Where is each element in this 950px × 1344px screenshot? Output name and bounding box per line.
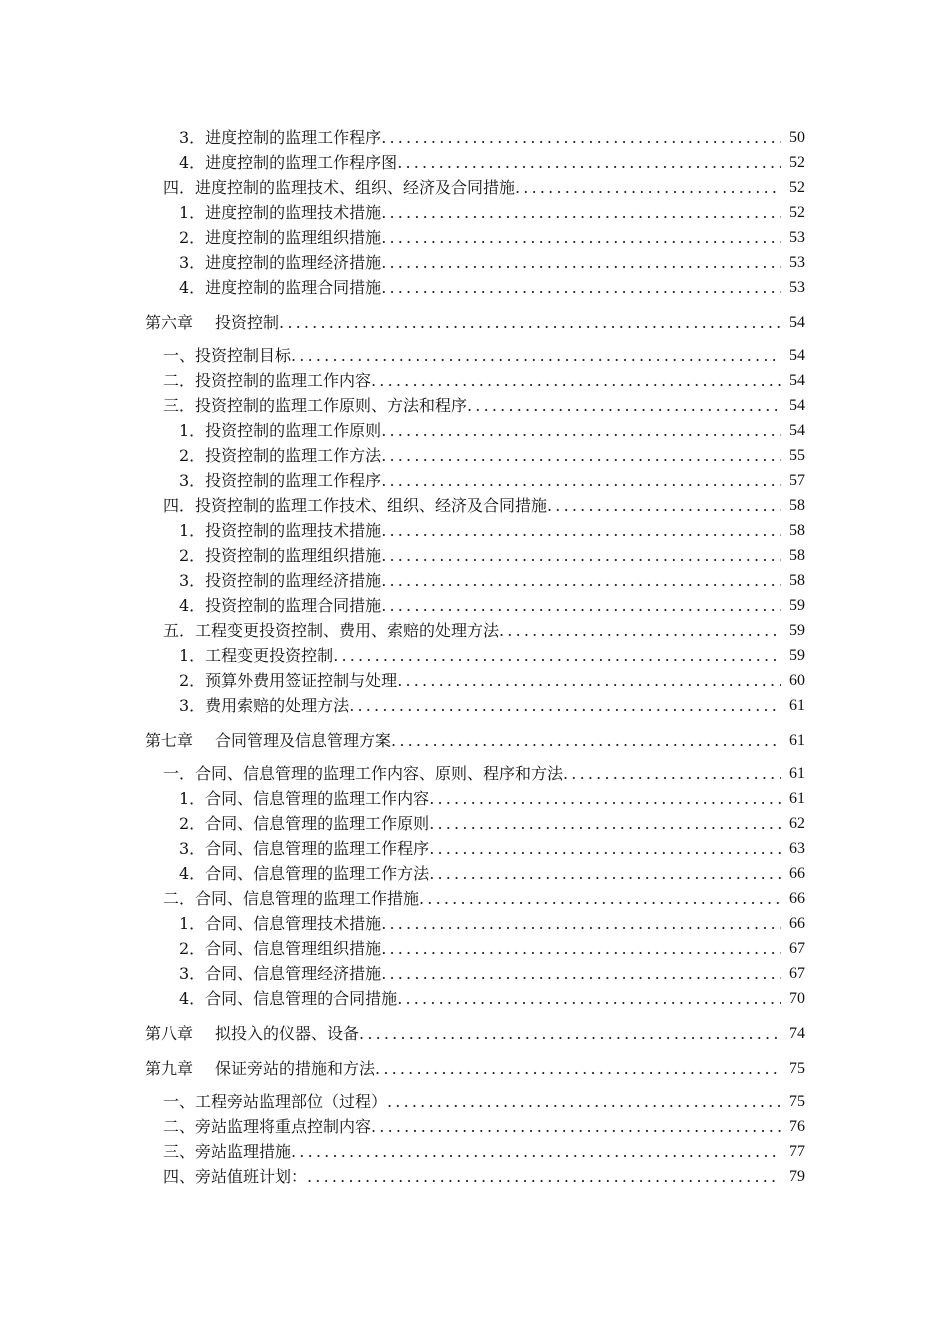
toc-entry-row[interactable] bbox=[145, 1139, 805, 1164]
toc-entry-title: 2．进度控制的监理组织措施 bbox=[179, 228, 382, 247]
toc-entry-row[interactable] bbox=[145, 618, 805, 643]
toc-page-number: 52 bbox=[789, 204, 805, 221]
toc-entry-title bbox=[145, 728, 391, 753]
toc-entry-row[interactable] bbox=[145, 343, 805, 368]
toc-dot-leader bbox=[381, 568, 781, 593]
toc-dot-leader bbox=[381, 543, 781, 568]
toc-dot-leader bbox=[499, 618, 781, 643]
toc-page-number: 67 bbox=[789, 965, 805, 982]
toc-entry-row[interactable] bbox=[145, 418, 805, 443]
toc-page-number: 53 bbox=[789, 229, 805, 246]
toc-page-number: 75 bbox=[789, 1093, 805, 1110]
toc-entry-row[interactable] bbox=[145, 150, 805, 175]
toc-entry-title: 1．投资控制的监理工作原则 bbox=[179, 421, 382, 440]
toc-page-number: 57 bbox=[789, 472, 805, 489]
toc-entry-title: 3．投资控制的监理经济措施 bbox=[179, 571, 382, 590]
toc-dot-leader bbox=[429, 861, 781, 886]
toc-entry-row[interactable] bbox=[145, 668, 805, 693]
toc-entry-row[interactable] bbox=[145, 368, 805, 393]
toc-page-number: 75 bbox=[789, 1060, 805, 1077]
toc-entry-title: 4．合同、信息管理的监理工作方法 bbox=[179, 864, 430, 883]
toc-page-number: 58 bbox=[789, 522, 805, 539]
toc-entry-row[interactable] bbox=[145, 1089, 805, 1114]
toc-dot-leader bbox=[397, 150, 781, 175]
toc-page-number: 61 bbox=[789, 697, 805, 714]
toc-dot-leader bbox=[429, 786, 781, 811]
toc-entry-title: 4．进度控制的监理合同措施 bbox=[179, 278, 382, 297]
toc-entry-row[interactable] bbox=[145, 811, 805, 836]
toc-entry-title: 1．进度控制的监理技术措施 bbox=[179, 203, 382, 222]
toc-entry-row[interactable] bbox=[145, 393, 805, 418]
toc-entry-row[interactable] bbox=[145, 886, 805, 911]
toc-entry-title: 2．投资控制的监理组织措施 bbox=[179, 546, 382, 565]
toc-entry-title: 1．合同、信息管理技术措施 bbox=[179, 914, 382, 933]
toc-dot-leader bbox=[333, 643, 781, 668]
toc-dot-leader bbox=[279, 310, 781, 335]
toc-entry-row[interactable] bbox=[145, 275, 805, 300]
toc-entry-title: 一．合同、信息管理的监理工作内容、原则、程序和方法 bbox=[163, 764, 564, 783]
toc-page-number: 54 bbox=[789, 397, 805, 414]
toc-entry-title: 四．进度控制的监理技术、组织、经济及合同措施 bbox=[163, 178, 516, 197]
toc-entry-row[interactable] bbox=[145, 568, 805, 593]
toc-dot-leader bbox=[381, 468, 781, 493]
toc-page-number: 59 bbox=[789, 597, 805, 614]
toc-chapter-number: 第六章 bbox=[145, 313, 194, 332]
toc-chapter-number: 第九章 bbox=[145, 1059, 194, 1078]
toc-page-number: 77 bbox=[789, 1143, 805, 1160]
toc-page-number: 67 bbox=[789, 940, 805, 957]
toc-entry-row[interactable] bbox=[145, 936, 805, 961]
toc-entry-title: 3．投资控制的监理工作程序 bbox=[179, 471, 382, 490]
toc-page-number: 50 bbox=[789, 129, 805, 146]
toc-dot-leader bbox=[381, 125, 781, 150]
toc-dot-leader bbox=[381, 593, 781, 618]
toc-chapter-row[interactable] bbox=[145, 1021, 805, 1046]
toc-entry-row[interactable] bbox=[145, 836, 805, 861]
toc-entry-title: 2．预算外费用签证控制与处理 bbox=[179, 671, 398, 690]
toc-page-number: 60 bbox=[789, 672, 805, 689]
toc-entry-title: 四．投资控制的监理工作技术、组织、经济及合同措施 bbox=[163, 496, 548, 515]
toc-page-number: 76 bbox=[789, 1118, 805, 1135]
toc-entry-row[interactable] bbox=[145, 861, 805, 886]
toc-dot-leader bbox=[381, 911, 781, 936]
toc-page-number: 53 bbox=[789, 279, 805, 296]
toc-entry-title: 4．投资控制的监理合同措施 bbox=[179, 596, 382, 615]
toc-entry-row[interactable] bbox=[145, 786, 805, 811]
toc-entry-title: 四、旁站值班计划： bbox=[163, 1167, 308, 1186]
toc-page-number: 54 bbox=[789, 347, 805, 364]
toc-entry-title: 三．投资控制的监理工作原则、方法和程序 bbox=[163, 396, 468, 415]
toc-page-number: 54 bbox=[789, 372, 805, 389]
toc-entry-row[interactable] bbox=[145, 1114, 805, 1139]
toc-dot-leader bbox=[429, 836, 781, 861]
toc-dot-leader bbox=[381, 200, 781, 225]
toc-dot-leader bbox=[307, 1164, 781, 1189]
toc-page-number: 54 bbox=[789, 314, 805, 331]
toc-page-number: 79 bbox=[789, 1168, 805, 1185]
toc-page-number: 66 bbox=[789, 865, 805, 882]
toc-entry-row[interactable] bbox=[145, 125, 805, 150]
toc-chapter-number: 第七章 bbox=[145, 731, 194, 750]
toc-page-number: 59 bbox=[789, 622, 805, 639]
toc-dot-leader bbox=[381, 936, 781, 961]
toc-entry-row[interactable] bbox=[145, 200, 805, 225]
toc-entry-title: 五．工程变更投资控制、费用、索赔的处理方法 bbox=[163, 621, 500, 640]
toc-entry-title: 一、工程旁站监理部位（过程） bbox=[163, 1092, 388, 1111]
toc-entry-row[interactable] bbox=[145, 1164, 805, 1189]
toc-page-number: 61 bbox=[789, 732, 805, 749]
toc-dot-leader bbox=[429, 811, 781, 836]
toc-entry-title: 4．合同、信息管理的合同措施 bbox=[179, 989, 398, 1008]
toc-dot-leader bbox=[349, 693, 781, 718]
toc-entry-title: 3．合同、信息管理经济措施 bbox=[179, 964, 382, 983]
toc-dot-leader bbox=[381, 518, 781, 543]
toc-dot-leader bbox=[515, 175, 781, 200]
toc-entry-title: 1．合同、信息管理的监理工作内容 bbox=[179, 789, 430, 808]
toc-entry-row[interactable] bbox=[145, 961, 805, 986]
toc-chapter-number: 第八章 bbox=[145, 1024, 194, 1043]
toc-entry-title: 2．投资控制的监理工作方法 bbox=[179, 446, 382, 465]
toc-dot-leader bbox=[387, 1089, 781, 1114]
toc-entry-title: 3．进度控制的监理工作程序 bbox=[179, 128, 382, 147]
toc-dot-leader bbox=[381, 275, 781, 300]
toc-chapter-title: 投资控制 bbox=[215, 313, 280, 332]
toc-dot-leader bbox=[391, 728, 781, 753]
toc-dot-leader bbox=[381, 250, 781, 275]
toc-dot-leader bbox=[381, 418, 781, 443]
toc-page-number: 61 bbox=[789, 790, 805, 807]
toc-entry-row[interactable] bbox=[145, 443, 805, 468]
toc-page-number: 63 bbox=[789, 840, 805, 857]
toc-page-number: 53 bbox=[789, 254, 805, 271]
toc-dot-leader bbox=[467, 393, 781, 418]
toc-dot-leader bbox=[419, 886, 781, 911]
toc-page-number: 52 bbox=[789, 154, 805, 171]
toc-dot-leader bbox=[291, 1139, 781, 1164]
toc-entry-title: 二．投资控制的监理工作内容 bbox=[163, 371, 372, 390]
toc-page-number: 70 bbox=[789, 990, 805, 1007]
toc-dot-leader bbox=[291, 343, 781, 368]
toc-entry-row[interactable] bbox=[145, 761, 805, 786]
toc-page-number: 62 bbox=[789, 815, 805, 832]
toc-entry-row[interactable] bbox=[145, 225, 805, 250]
toc-dot-leader bbox=[381, 225, 781, 250]
toc-dot-leader bbox=[371, 1114, 781, 1139]
toc-dot-leader bbox=[381, 443, 781, 468]
toc-entry-title: 1．投资控制的监理技术措施 bbox=[179, 521, 382, 540]
toc-entry-title: 1．工程变更投资控制 bbox=[179, 646, 334, 665]
toc-entry-title: 二．合同、信息管理的监理工作措施 bbox=[163, 889, 420, 908]
toc-page-number: 58 bbox=[789, 572, 805, 589]
toc-dot-leader bbox=[397, 668, 781, 693]
toc-entry-row[interactable] bbox=[145, 468, 805, 493]
toc-chapter-title: 合同管理及信息管理方案 bbox=[215, 731, 392, 750]
toc-chapter-title: 拟投入的仪器、设备 bbox=[215, 1024, 360, 1043]
toc-chapter-row[interactable] bbox=[145, 1056, 805, 1081]
toc-page-number: 66 bbox=[789, 890, 805, 907]
toc-dot-leader bbox=[371, 368, 781, 393]
toc-entry-title: 4．进度控制的监理工作程序图 bbox=[179, 153, 398, 172]
toc-dot-leader bbox=[547, 493, 781, 518]
toc-entry-title: 2．合同、信息管理的监理工作原则 bbox=[179, 814, 430, 833]
toc-chapter-row[interactable] bbox=[145, 728, 805, 753]
toc-entry-row[interactable] bbox=[145, 518, 805, 543]
toc-dot-leader bbox=[375, 1056, 781, 1081]
toc-entry-row[interactable] bbox=[145, 911, 805, 936]
toc-entry-title: 3．费用索赔的处理方法 bbox=[179, 696, 350, 715]
toc-entry-row[interactable] bbox=[145, 986, 805, 1011]
toc-entry-row[interactable] bbox=[145, 493, 805, 518]
toc-entry-title: 2．合同、信息管理组织措施 bbox=[179, 939, 382, 958]
toc-entry-row[interactable] bbox=[145, 543, 805, 568]
toc-page-number: 54 bbox=[789, 422, 805, 439]
toc-dot-leader bbox=[397, 986, 781, 1011]
toc-page-number: 61 bbox=[789, 765, 805, 782]
toc-entry-title: 3．进度控制的监理经济措施 bbox=[179, 253, 382, 272]
toc-entry-title bbox=[145, 310, 279, 335]
toc-entry-row[interactable] bbox=[145, 175, 805, 200]
toc-entry-title: 二、旁站监理将重点控制内容 bbox=[163, 1117, 372, 1136]
toc-entry-row[interactable] bbox=[145, 593, 805, 618]
toc-dot-leader bbox=[359, 1021, 781, 1046]
toc-dot-leader bbox=[381, 961, 781, 986]
toc-entry-title bbox=[145, 1021, 359, 1046]
toc-page-number: 58 bbox=[789, 547, 805, 564]
toc-entry-row[interactable] bbox=[145, 693, 805, 718]
toc-chapter-row[interactable] bbox=[145, 310, 805, 335]
toc-entry-title: 3．合同、信息管理的监理工作程序 bbox=[179, 839, 430, 858]
toc-page-number: 66 bbox=[789, 915, 805, 932]
toc-page-number: 59 bbox=[789, 647, 805, 664]
toc-chapter-title: 保证旁站的措施和方法 bbox=[215, 1059, 376, 1078]
toc-dot-leader bbox=[563, 761, 781, 786]
toc-page-number: 55 bbox=[789, 447, 805, 464]
toc-page-number: 52 bbox=[789, 179, 805, 196]
toc-page-number: 58 bbox=[789, 497, 805, 514]
toc-entry-title bbox=[145, 1056, 375, 1081]
toc-entry-row[interactable] bbox=[145, 250, 805, 275]
toc-entry-title: 一、投资控制目标 bbox=[163, 346, 292, 365]
toc-entry-row[interactable] bbox=[145, 643, 805, 668]
toc-entry-title: 三、旁站监理措施 bbox=[163, 1142, 292, 1161]
toc-page-number: 74 bbox=[789, 1025, 805, 1042]
table-of-contents bbox=[145, 125, 805, 1189]
